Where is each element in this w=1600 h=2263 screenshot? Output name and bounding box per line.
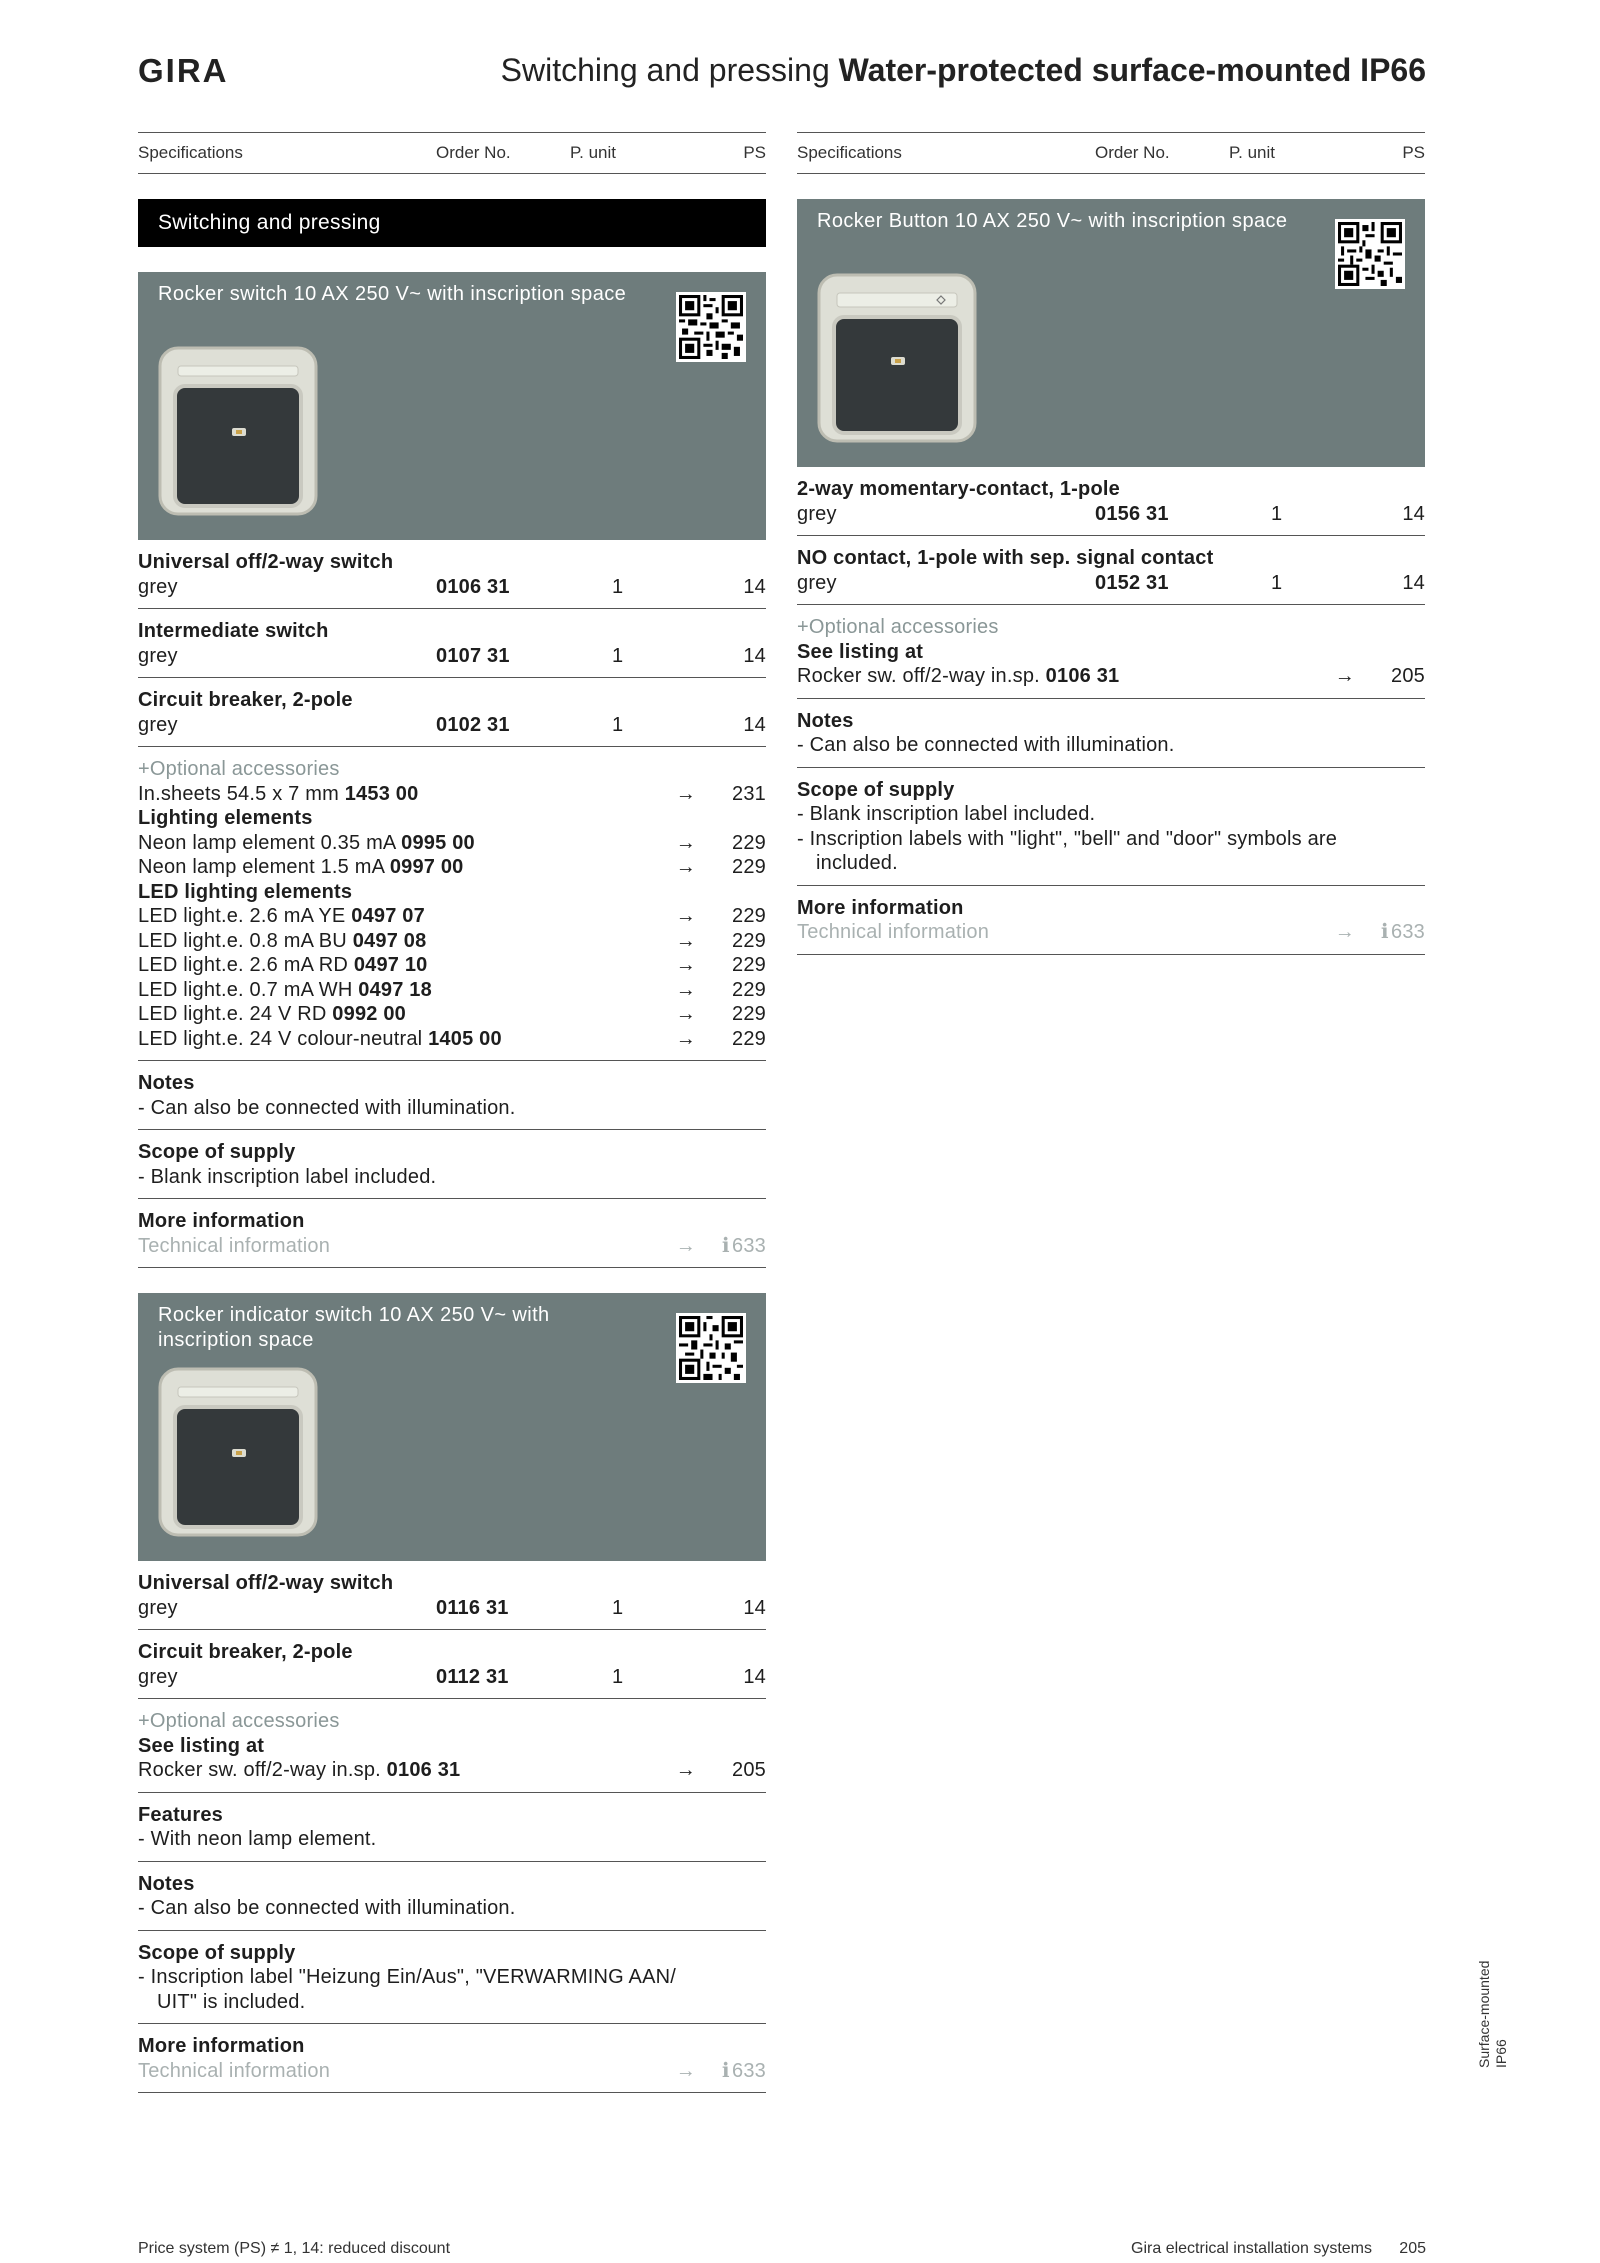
left-column bbox=[138, 132, 766, 2093]
accessories-heading: +Optional accessories bbox=[138, 758, 340, 780]
col-specifications: Specifications bbox=[797, 143, 902, 162]
scope-block bbox=[138, 1931, 766, 2025]
side-label-line1: Surface-mounted bbox=[1476, 1960, 1492, 2068]
see-listing-heading: See listing at bbox=[138, 1734, 265, 1757]
section-band: Switching and pressing bbox=[138, 199, 766, 247]
more-info-block bbox=[138, 2024, 766, 2093]
more-info-heading: More information bbox=[138, 2035, 305, 2057]
product-title: Rocker indicator switch 10 AX 250 V~ with inscription space bbox=[158, 1304, 550, 1351]
product-box-rocker-button bbox=[797, 199, 1425, 467]
lighting-heading: Lighting elements bbox=[138, 807, 313, 829]
technical-info-link[interactable]: Technical information → ℹ 633 bbox=[138, 1234, 766, 1257]
features-block bbox=[138, 1793, 766, 1862]
variant-row bbox=[138, 609, 766, 678]
col-order-no: Order No. bbox=[436, 143, 511, 162]
variant-color: grey bbox=[138, 644, 178, 667]
arrow-icon: → bbox=[675, 1234, 696, 1257]
notes-block bbox=[797, 699, 1425, 768]
arrow-icon: → bbox=[675, 905, 696, 927]
arrow-icon: → bbox=[675, 782, 696, 805]
order-number: 0116 31 bbox=[436, 1596, 509, 1619]
plus-icon: + bbox=[138, 758, 150, 780]
variant-row bbox=[138, 678, 766, 747]
variant-row bbox=[797, 536, 1425, 605]
arrow-icon: → bbox=[675, 954, 696, 976]
variant-name: Circuit breaker, 2-pole bbox=[138, 689, 353, 711]
notes-block bbox=[138, 1862, 766, 1931]
scope-text: UIT" is included. bbox=[157, 1990, 306, 2013]
page-ref[interactable]: 229 bbox=[732, 831, 766, 854]
arrow-icon: → bbox=[675, 856, 696, 878]
variant-name: Intermediate switch bbox=[138, 620, 329, 642]
pack-unit: 1 bbox=[612, 575, 624, 598]
pack-unit: 1 bbox=[612, 1596, 624, 1619]
scope-text: - Inscription label "Heizung Ein/Aus", "VERWARMING AAN/ bbox=[138, 1966, 677, 1988]
product-title: Rocker Button 10 AX 250 V~ with inscription space bbox=[817, 210, 1288, 232]
accessories-block bbox=[797, 605, 1425, 699]
variant-name: NO contact, 1-pole with sep. signal contact bbox=[797, 547, 1214, 569]
page-ref[interactable]: 229 bbox=[732, 978, 766, 1001]
arrow-icon: → bbox=[675, 1003, 696, 1025]
pack-unit: 1 bbox=[612, 644, 624, 667]
price-system: 14 bbox=[743, 1596, 766, 1619]
scope-text: - Blank inscription label included. bbox=[797, 803, 1096, 825]
product-image-rocker-button bbox=[817, 273, 979, 443]
pack-unit: 1 bbox=[612, 713, 624, 736]
variant-color: grey bbox=[138, 575, 178, 598]
page-ref[interactable]: 205 bbox=[1391, 665, 1425, 687]
variant-name: Universal off/2-way switch bbox=[138, 551, 394, 573]
accessories-heading: +Optional accessories bbox=[797, 616, 999, 638]
arrow-icon: → bbox=[675, 1027, 696, 1050]
col-specifications: Specifications bbox=[138, 143, 243, 162]
led-heading: LED lighting elements bbox=[138, 880, 353, 903]
qr-code-icon[interactable] bbox=[1335, 219, 1405, 289]
notes-block bbox=[138, 1061, 766, 1130]
plus-icon: + bbox=[138, 1710, 150, 1732]
side-label-line2: IP66 bbox=[1493, 2039, 1509, 2068]
title-bold: Water-protected surface-mounted IP66 bbox=[838, 52, 1426, 88]
info-icon: ℹ bbox=[722, 1234, 730, 1257]
scope-block bbox=[797, 768, 1425, 886]
variant-row bbox=[138, 1561, 766, 1630]
notes-heading: Notes bbox=[138, 1872, 195, 1895]
accessories-heading: +Optional accessories bbox=[138, 1710, 340, 1732]
product-image-rocker-indicator-switch bbox=[158, 1367, 320, 1537]
page-title bbox=[501, 52, 1426, 89]
more-info-block bbox=[138, 1199, 766, 1268]
page-ref[interactable]: 229 bbox=[732, 954, 766, 976]
accessory-line[interactable]: In.sheets 54.5 x 7 mm 1453 00 → 231 bbox=[138, 782, 766, 805]
col-p-unit: P. unit bbox=[570, 143, 617, 162]
arrow-icon: → bbox=[675, 831, 696, 854]
col-ps: PS bbox=[1402, 143, 1425, 162]
product-title: Rocker switch 10 AX 250 V~ with inscription space bbox=[158, 283, 627, 305]
variant-color: grey bbox=[797, 571, 837, 594]
scope-text: - Blank inscription label included. bbox=[138, 1165, 437, 1188]
pack-unit: 1 bbox=[1271, 571, 1283, 594]
variant-row bbox=[797, 467, 1425, 536]
notes-text: - Can also be connected with illumination. bbox=[138, 1897, 516, 1919]
page-ref[interactable]: 229 bbox=[732, 1027, 766, 1050]
column-header bbox=[138, 132, 766, 174]
product-box-rocker-indicator-switch bbox=[138, 1293, 766, 1561]
accessory-line[interactable]: Neon lamp element 1.5 mA 0997 00 → 229 bbox=[138, 856, 766, 878]
info-icon: ℹ bbox=[1381, 921, 1389, 943]
scope-block bbox=[138, 1130, 766, 1199]
page-ref[interactable]: 229 bbox=[732, 905, 766, 927]
accessory-line[interactable]: Neon lamp element 0.35 mA 0995 00 → 229 bbox=[138, 831, 766, 854]
arrow-icon: → bbox=[675, 2059, 696, 2082]
page-ref[interactable]: 229 bbox=[732, 856, 766, 878]
notes-heading: Notes bbox=[138, 1072, 195, 1094]
title-light: Switching and pressing bbox=[500, 52, 830, 88]
order-number: 0112 31 bbox=[436, 1665, 509, 1688]
col-p-unit: P. unit bbox=[1229, 143, 1276, 162]
variant-color: grey bbox=[138, 1665, 178, 1688]
accessory-line[interactable]: Rocker sw. off/2-way in.sp. 0106 31 → 205 bbox=[138, 1759, 766, 1781]
pack-unit: 1 bbox=[612, 1665, 624, 1688]
order-number: 0156 31 bbox=[1095, 502, 1169, 525]
accessory-line[interactable]: LED light.e. 24 V RD 0992 00 → 229 bbox=[138, 1003, 766, 1025]
accessory-line[interactable]: LED light.e. 0.7 mA WH 0497 18 → 229 bbox=[138, 978, 766, 1001]
technical-info-link[interactable]: Technical information → ℹ 633 bbox=[138, 2059, 766, 2082]
more-info-heading: More information bbox=[138, 1210, 305, 1232]
page-number: 205 bbox=[1399, 2240, 1426, 2257]
price-system: 14 bbox=[743, 575, 766, 598]
scope-text: included. bbox=[816, 852, 898, 874]
variant-row bbox=[138, 1630, 766, 1699]
notes-text: - Can also be connected with illumination. bbox=[797, 734, 1175, 756]
technical-info-link[interactable]: Technical information → ℹ 633 bbox=[797, 921, 1425, 943]
pack-unit: 1 bbox=[1271, 502, 1283, 525]
price-system: 14 bbox=[1402, 502, 1425, 525]
accessories-block bbox=[138, 1699, 766, 1793]
variant-name: Universal off/2-way switch bbox=[138, 1572, 394, 1594]
product-image-rocker-switch bbox=[158, 346, 320, 516]
plus-icon: + bbox=[797, 616, 809, 638]
price-system: 14 bbox=[743, 644, 766, 667]
side-tab-label bbox=[1476, 1948, 1556, 2068]
accessory-line[interactable]: LED light.e. 2.6 mA RD 0497 10 → 229 bbox=[138, 954, 766, 976]
footer-note: Price system (PS) ≠ 1, 14: reduced discount bbox=[138, 2240, 451, 2257]
col-order-no: Order No. bbox=[1095, 143, 1170, 162]
page-ref[interactable]: 231 bbox=[732, 782, 766, 805]
product-box-rocker-switch bbox=[138, 272, 766, 540]
order-number: 0107 31 bbox=[436, 644, 510, 667]
scope-text: - Inscription labels with "light", "bell" and "door" symbols are bbox=[797, 827, 1338, 850]
arrow-icon: → bbox=[1334, 921, 1355, 943]
qr-code-icon[interactable] bbox=[676, 1313, 746, 1383]
arrow-icon: → bbox=[1334, 665, 1355, 687]
accessory-line[interactable]: Rocker sw. off/2-way in.sp. 0106 31 → 205 bbox=[797, 665, 1425, 687]
see-listing-heading: See listing at bbox=[797, 640, 924, 663]
variant-color: grey bbox=[797, 502, 837, 525]
arrow-icon: → bbox=[675, 978, 696, 1001]
page-ref[interactable]: 229 bbox=[732, 1003, 766, 1025]
order-number: 0102 31 bbox=[436, 713, 510, 736]
order-number: 0152 31 bbox=[1095, 571, 1169, 594]
scope-heading: Scope of supply bbox=[797, 778, 955, 801]
footer-brand: Gira electrical installation systems bbox=[1131, 2240, 1372, 2257]
variant-color: grey bbox=[138, 713, 178, 736]
scope-heading: Scope of supply bbox=[138, 1941, 296, 1964]
variant-color: grey bbox=[138, 1596, 178, 1619]
accessories-block bbox=[138, 747, 766, 1061]
accessory-line[interactable]: LED light.e. 24 V colour-neutral 1405 00 → 229 bbox=[138, 1027, 766, 1050]
qr-code-icon[interactable] bbox=[676, 292, 746, 362]
column-header bbox=[797, 132, 1425, 174]
notes-text: - Can also be connected with illumination. bbox=[138, 1096, 516, 1119]
right-column bbox=[797, 132, 1425, 955]
info-icon: ℹ bbox=[722, 2059, 730, 2082]
order-number: 0106 31 bbox=[436, 575, 510, 598]
notes-heading: Notes bbox=[797, 709, 854, 732]
variant-name: 2-way momentary-contact, 1-pole bbox=[797, 478, 1120, 500]
scope-heading: Scope of supply bbox=[138, 1141, 296, 1163]
arrow-icon: → bbox=[675, 1759, 696, 1781]
accessory-line[interactable]: LED light.e. 2.6 mA YE 0497 07 → 229 bbox=[138, 905, 766, 927]
col-ps: PS bbox=[743, 143, 766, 162]
features-text: - With neon lamp element. bbox=[138, 1828, 377, 1850]
variant-name: Circuit breaker, 2-pole bbox=[138, 1641, 353, 1663]
price-system: 14 bbox=[1402, 571, 1425, 594]
page-ref[interactable]: 229 bbox=[732, 929, 766, 952]
variant-row bbox=[138, 540, 766, 609]
page-ref[interactable]: 205 bbox=[732, 1759, 766, 1781]
features-heading: Features bbox=[138, 1803, 223, 1826]
accessory-line[interactable]: LED light.e. 0.8 mA BU 0497 08 → 229 bbox=[138, 929, 766, 952]
more-info-heading: More information bbox=[797, 896, 964, 919]
more-info-block bbox=[797, 886, 1425, 955]
arrow-icon: → bbox=[675, 929, 696, 952]
gira-logo: GIRA bbox=[138, 52, 229, 89]
price-system: 14 bbox=[743, 1665, 766, 1688]
price-system: 14 bbox=[743, 713, 766, 736]
